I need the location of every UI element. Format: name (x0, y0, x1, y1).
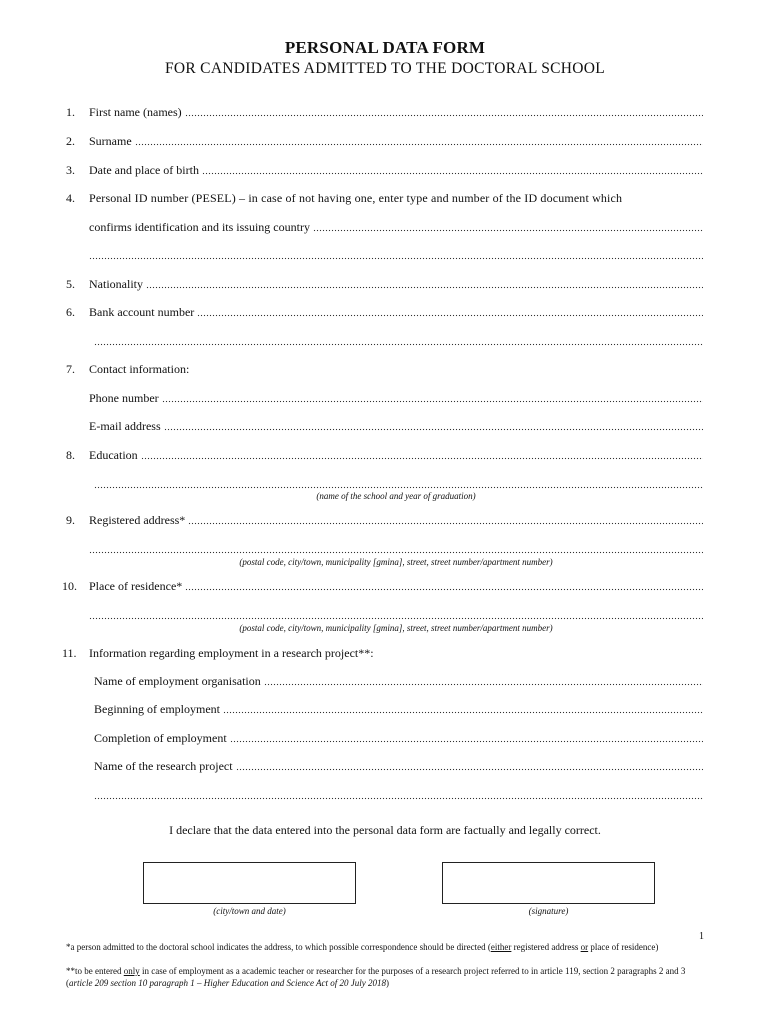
employer-name-field[interactable] (94, 673, 703, 689)
residence-label: Place of residence* (89, 579, 183, 593)
bank-account-field-extra[interactable] (94, 333, 703, 349)
employment-label: Information regarding employment in a research project**: (89, 646, 374, 660)
birth-date-place-label: Date and place of birth (89, 163, 199, 177)
registered-address-label: Registered address* (89, 513, 186, 527)
birth-date-place-field[interactable] (89, 162, 703, 178)
nationality-field[interactable] (89, 276, 703, 292)
bank-account-field[interactable] (89, 304, 703, 320)
item-number: 4. (66, 191, 75, 205)
signature-caption: (signature) (528, 906, 569, 916)
pesel-field-extra[interactable] (89, 247, 703, 263)
item-number: 3. (66, 163, 75, 177)
email-label: E-mail address (89, 419, 161, 433)
footnote-employment (66, 966, 706, 989)
item-number: 7. (66, 362, 75, 376)
footnote-text: place of residence) (588, 942, 659, 952)
research-project-field-extra[interactable] (94, 787, 703, 803)
phone-label: Phone number (89, 391, 159, 405)
pesel-field[interactable] (89, 219, 703, 235)
item-number: 10. (62, 579, 77, 593)
page-subtitle: FOR CANDIDATES ADMITTED TO THE DOCTORAL SCHOOL (164, 60, 606, 77)
item-number: 11. (62, 646, 77, 660)
signature-box[interactable] (442, 862, 655, 904)
item-number: 5. (66, 277, 75, 291)
footnote-text: in case of employment as a academic teacher or researcher for the purposes of a research project referred to in article 119, section 2 paragraphs 2 and 3 ( (66, 966, 686, 988)
research-project-label: Name of the research project (94, 759, 233, 773)
item-number: 9. (66, 513, 75, 527)
declaration-text: I declare that the data entered into the personal data form are factually and legally correct. (169, 823, 601, 837)
employment-end-label: Completion of employment (94, 731, 227, 745)
employer-name-label: Name of employment organisation (94, 674, 261, 688)
city-date-caption: (city/town and date) (213, 906, 286, 916)
residence-caption: (postal code, city/town, municipality [gmina], street, street number/apartment number) (239, 623, 553, 633)
item-number: 6. (66, 305, 75, 319)
first-name-label: First name (names) (89, 105, 182, 119)
contact-info-heading (89, 361, 703, 377)
education-label: Education (89, 448, 138, 462)
page-title: PERSONAL DATA FORM (284, 38, 486, 57)
pesel-label: Personal ID number (PESEL) – in case of not having one, enter type and number of the ID document which (89, 191, 623, 205)
item-number: 2. (66, 134, 75, 148)
phone-field[interactable] (89, 390, 703, 406)
item-number: 1. (66, 105, 75, 119)
residence-field[interactable] (89, 578, 703, 594)
surname-label: Surname (89, 134, 132, 148)
page-number: 1 (699, 931, 704, 942)
employment-heading (89, 645, 703, 661)
registered-address-field-extra[interactable] (89, 541, 703, 557)
education-field[interactable] (89, 447, 703, 463)
footnote-emphasis: or (580, 942, 589, 952)
city-date-box[interactable] (143, 862, 356, 904)
footnote-address (66, 942, 706, 954)
contact-info-label: Contact information: (89, 362, 190, 376)
surname-field[interactable] (89, 133, 703, 149)
footnote-text: **to be entered (66, 966, 124, 976)
registered-address-caption: (postal code, city/town, municipality [gmina], street, street number/apartment number) (239, 557, 553, 567)
footnote-emphasis: only (123, 966, 140, 976)
footnote-text: registered address (511, 942, 579, 952)
research-project-field[interactable] (94, 758, 703, 774)
footnote-text: ) (386, 977, 390, 988)
email-field[interactable] (89, 418, 703, 434)
education-field-extra[interactable] (94, 476, 703, 492)
nationality-label: Nationality (89, 277, 143, 291)
bank-account-label: Bank account number (89, 305, 195, 319)
residence-field-extra[interactable] (89, 607, 703, 623)
footnote-emphasis: either (490, 942, 512, 952)
registered-address-field[interactable] (89, 512, 703, 528)
education-caption: (name of the school and year of graduation) (316, 491, 476, 501)
employment-end-field[interactable] (94, 730, 703, 746)
pesel-label-cont: confirms identification and its issuing country (89, 220, 310, 234)
employment-begin-label: Beginning of employment (94, 702, 220, 716)
item-number: 8. (66, 448, 75, 462)
footnote-text: *a person admitted to the doctoral school indicates the address, to which possible correspondence should be directed ( (66, 942, 491, 952)
first-name-field[interactable] (89, 104, 703, 120)
footnote-citation: article 209 section 10 paragraph 1 – Higher Education and Science Act of 20 July 2018 (69, 977, 387, 988)
employment-begin-field[interactable] (94, 701, 703, 717)
